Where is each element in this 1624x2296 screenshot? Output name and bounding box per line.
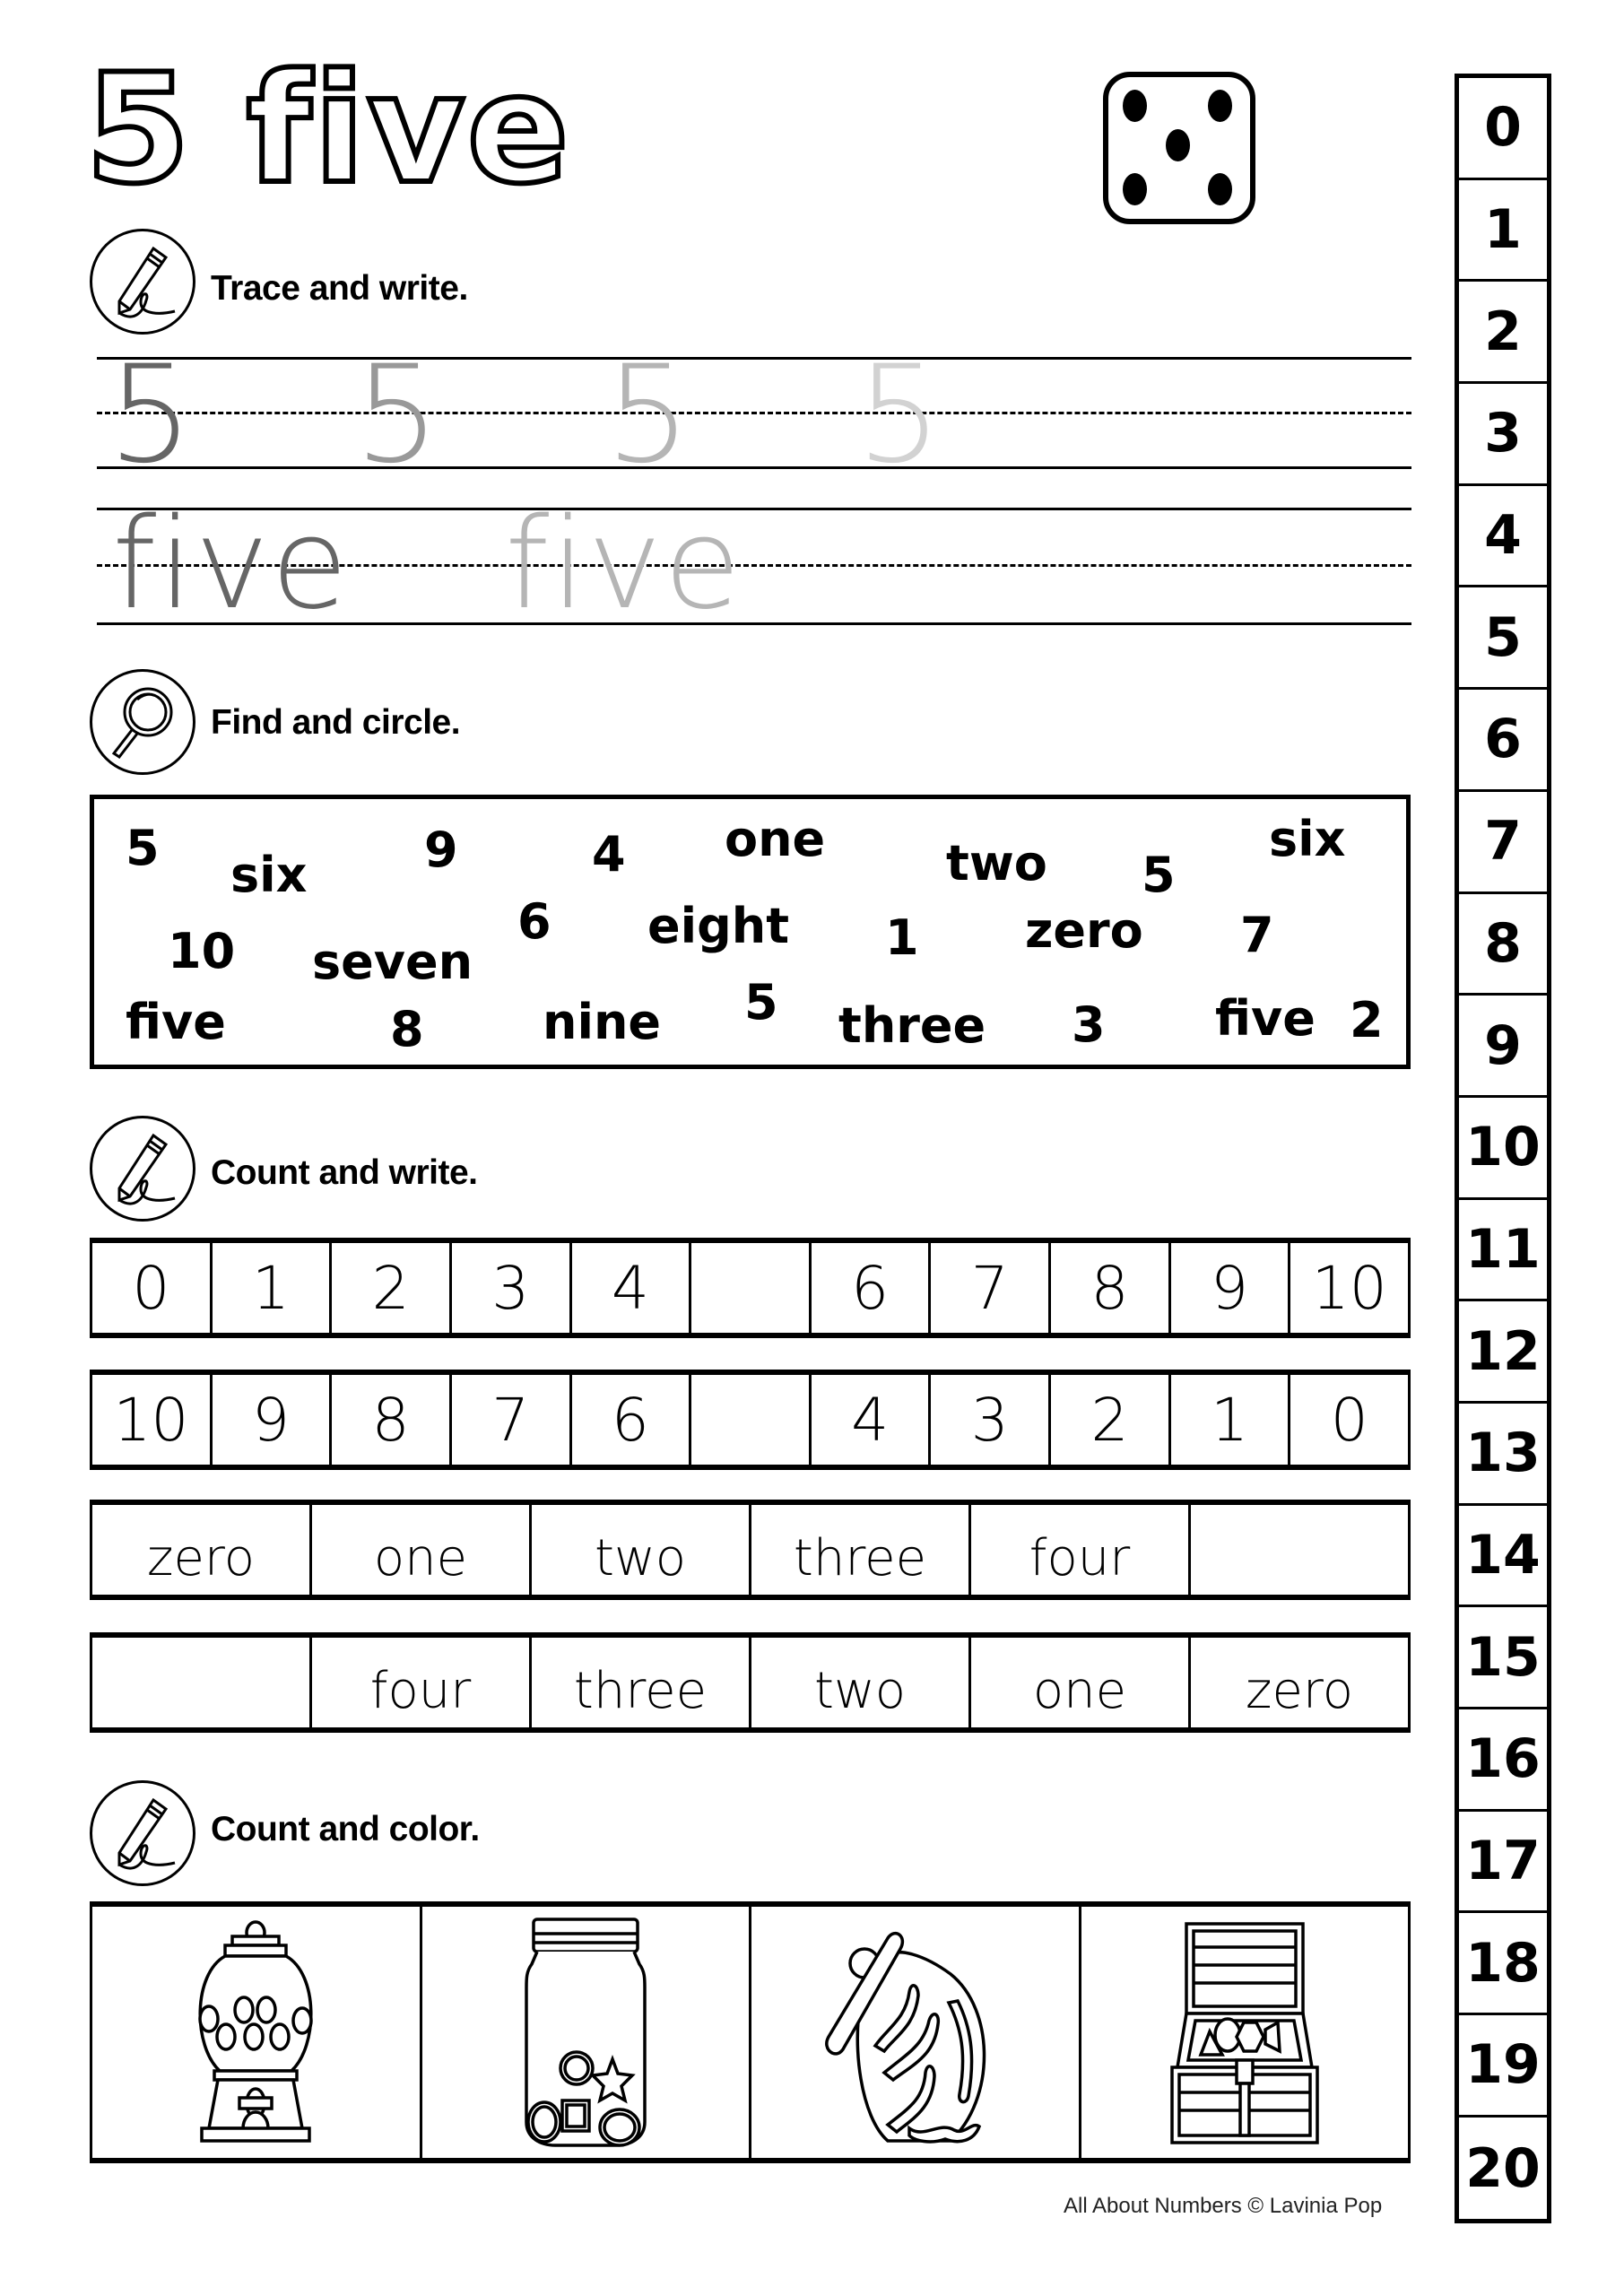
button-jar-icon [523, 1916, 648, 2149]
number-strip-cell: 9 [1459, 996, 1547, 1098]
number-cell: 4 [812, 1375, 932, 1465]
number-cell: 7 [452, 1375, 572, 1465]
find-item[interactable]: 5 [744, 974, 778, 1031]
trace-word-1: five [112, 491, 351, 638]
treasure-chest-picture[interactable] [1081, 1907, 1409, 2158]
number-cell: 0 [1330, 1385, 1368, 1455]
number-cell: 10 [1311, 1253, 1387, 1323]
number-strip-cell: 13 [1459, 1404, 1547, 1506]
find-item[interactable]: six [1269, 811, 1346, 867]
number-cell: 3 [452, 1243, 572, 1333]
number-cell: 7 [931, 1243, 1051, 1333]
find-item[interactable]: 9 [424, 822, 458, 878]
number-cell: 6 [572, 1375, 692, 1465]
number-cell: 9 [213, 1375, 333, 1465]
dice-pip [1123, 173, 1147, 205]
number-strip-cell: 10 [1459, 1098, 1547, 1200]
find-item[interactable]: 7 [1240, 907, 1274, 963]
magnifier-icon [90, 669, 195, 775]
button-jar-picture[interactable] [422, 1907, 752, 2158]
find-item[interactable]: 10 [168, 923, 236, 979]
trace-numeral-1: 5 [108, 337, 194, 493]
title-word: five [246, 41, 571, 217]
word-blank-cell[interactable] [92, 1638, 312, 1727]
find-item[interactable]: 8 [390, 1001, 424, 1057]
forward-word-grid [90, 1500, 1411, 1600]
number-strip-cell: 15 [1459, 1607, 1547, 1709]
number-cell: 3 [931, 1375, 1051, 1465]
find-item[interactable]: 5 [126, 820, 160, 876]
number-strip-cell: 6 [1459, 690, 1547, 792]
dice-pip [1123, 90, 1147, 122]
find-item[interactable]: five [1215, 990, 1316, 1047]
number-cell: 8 [332, 1375, 452, 1465]
find-item[interactable]: zero [1025, 902, 1143, 959]
word-cell: one [971, 1638, 1191, 1727]
pencil-icon [90, 229, 195, 335]
footer-credit: All About Numbers © Lavinia Pop [1064, 2194, 1383, 2218]
number-cell: 1 [1171, 1375, 1291, 1465]
word-cell: four [312, 1638, 532, 1727]
guide-line-top [97, 357, 1411, 360]
number-strip-cell: 7 [1459, 792, 1547, 894]
find-and-circle-box [90, 795, 1411, 1069]
find-item[interactable]: seven [312, 934, 473, 990]
word-blank-cell[interactable] [1191, 1505, 1408, 1595]
number-cell: 6 [812, 1243, 932, 1333]
worm-jar-picture[interactable] [751, 1907, 1081, 2158]
dice-five-icon [1103, 72, 1255, 224]
number-strip-cell: 17 [1459, 1812, 1547, 1914]
section-label-find: Find and circle. [211, 703, 461, 742]
find-item[interactable]: one [725, 811, 826, 867]
word-cell: zero [92, 1505, 312, 1595]
number-strip-cell: 0 [1459, 78, 1547, 180]
title-numeral: 5 [85, 41, 192, 217]
section-label-count-color: Count and color. [211, 1810, 480, 1848]
word-cell: three [751, 1505, 971, 1595]
number-strip-cell: 18 [1459, 1913, 1547, 2015]
dice-pip [1208, 90, 1232, 122]
number-cell: 2 [332, 1243, 452, 1333]
number-cell: 1 [213, 1243, 333, 1333]
number-strip-cell: 20 [1465, 2136, 1541, 2200]
find-item[interactable]: eight [647, 898, 790, 954]
number-cell: 9 [1171, 1243, 1291, 1333]
dice-pip [1166, 129, 1190, 161]
word-cell: zero [1246, 1661, 1353, 1720]
number-blank-cell[interactable] [691, 1243, 812, 1333]
find-item[interactable]: three [838, 997, 986, 1054]
treasure-chest-icon [1168, 1920, 1321, 2144]
number-cell: 2 [1051, 1375, 1171, 1465]
gumball-machine-icon [184, 1920, 327, 2144]
number-strip-cell: 16 [1459, 1709, 1547, 1812]
guide-line-bottom [97, 466, 1411, 469]
number-strip-cell: 5 [1459, 587, 1547, 690]
find-item[interactable]: 3 [1072, 996, 1106, 1053]
number-strip-cell: 1 [1459, 180, 1547, 283]
find-item[interactable]: 2 [1350, 992, 1384, 1048]
section-label-trace: Trace and write. [211, 269, 468, 308]
number-strip-cell: 2 [1459, 282, 1547, 384]
dice-pip [1208, 173, 1232, 205]
number-blank-cell[interactable] [691, 1375, 812, 1465]
pencil-icon [90, 1780, 195, 1886]
count-and-color-pictures [90, 1901, 1411, 2163]
number-strip-cell: 19 [1459, 2015, 1547, 2118]
section-label-count-write: Count and write. [211, 1153, 478, 1192]
find-item[interactable]: 4 [592, 826, 626, 883]
word-cell: two [532, 1505, 751, 1595]
find-item[interactable]: two [946, 835, 1047, 891]
number-cell: 0 [92, 1243, 213, 1333]
trace-numeral-2: 5 [354, 337, 440, 493]
worm-jar-icon [825, 1920, 1004, 2144]
find-item[interactable]: 5 [1142, 847, 1176, 903]
number-strip-cell: 8 [1459, 894, 1547, 996]
trace-numeral-3: 5 [605, 337, 691, 493]
guide-line-middle [97, 412, 1411, 414]
find-item[interactable]: six [230, 847, 308, 903]
backward-word-grid [90, 1632, 1411, 1733]
forward-number-grid [90, 1238, 1411, 1338]
find-item[interactable]: 6 [517, 893, 551, 950]
number-strip [1455, 74, 1551, 2223]
number-cell: 8 [1051, 1243, 1171, 1333]
page-title [85, 41, 571, 217]
word-cell: one [312, 1505, 532, 1595]
word-cell: three [532, 1638, 751, 1727]
number-strip-cell: 3 [1459, 384, 1547, 486]
find-item[interactable]: nine [543, 994, 662, 1050]
trace-numeral-4: 5 [856, 337, 942, 493]
number-cell: 4 [572, 1243, 692, 1333]
word-cell: four [971, 1505, 1191, 1595]
find-item[interactable]: five [126, 994, 226, 1050]
trace-word-2: five [505, 491, 743, 638]
number-strip-cell: 12 [1459, 1301, 1547, 1404]
pencil-icon [90, 1116, 195, 1222]
word-cell: two [751, 1638, 971, 1727]
find-item[interactable]: 1 [885, 909, 919, 966]
gumball-machine-picture[interactable] [92, 1907, 422, 2158]
number-strip-cell: 14 [1459, 1506, 1547, 1608]
number-strip-cell: 4 [1459, 486, 1547, 588]
backward-number-grid [90, 1370, 1411, 1470]
number-cell: 10 [92, 1375, 213, 1465]
number-strip-cell: 11 [1459, 1200, 1547, 1302]
